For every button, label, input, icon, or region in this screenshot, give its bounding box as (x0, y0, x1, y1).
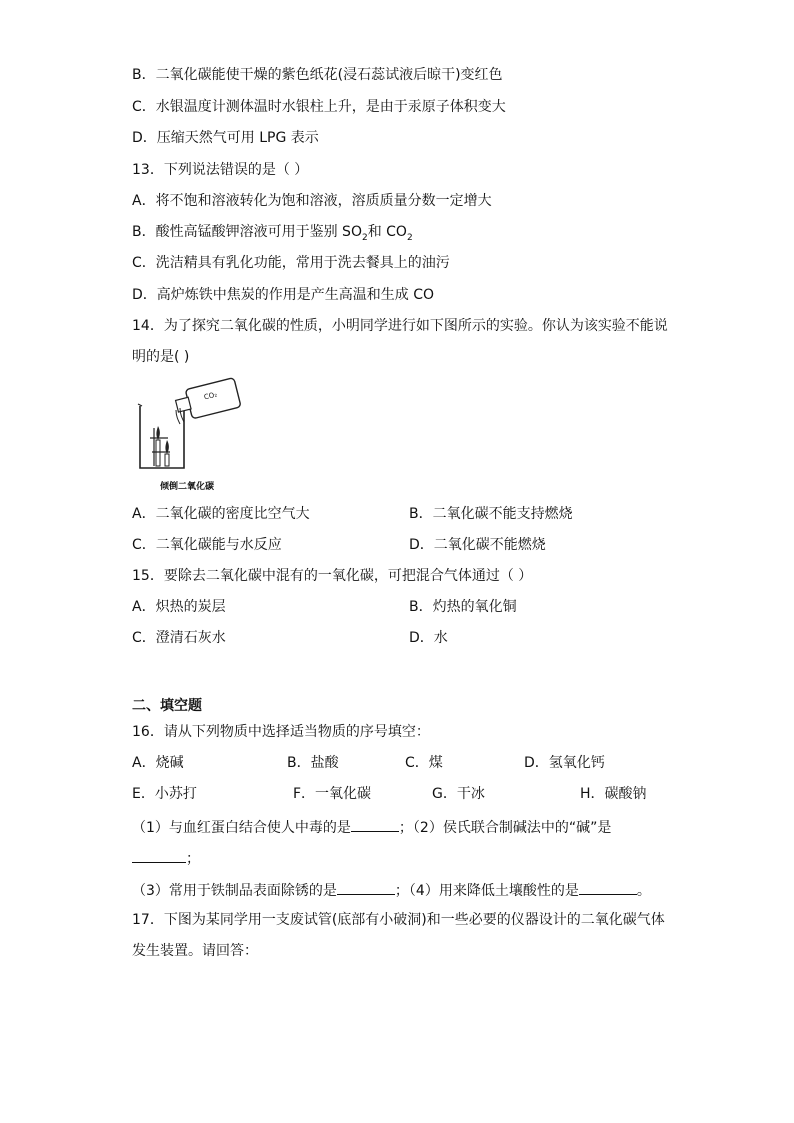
section-title: 二、填空题 (132, 698, 202, 714)
q15-option-b: B．灼热的氧化铜 (409, 599, 517, 615)
q15-option-d: D．水 (409, 630, 448, 646)
q16-part3 (132, 880, 651, 900)
q16-part1-text: （1）与血红蛋白结合使人中毒的是 (132, 820, 351, 836)
q16-part4-end: 。 (636, 883, 651, 899)
answer-blank-4[interactable] (579, 880, 637, 895)
q14-option-c: C．二氧化碳能与水反应 (132, 537, 282, 553)
q17-stem-line2: 发生装置。请回答： (132, 943, 258, 959)
q16-part1 (132, 817, 611, 837)
co2-pouring-illustration (132, 376, 244, 476)
q13-option-b-text: B．酸性高锰酸钾溶液可用于鉴别 SO (132, 224, 362, 240)
q13-option-c: C．洗洁精具有乳化功能，常用于洗去餐具上的油污 (132, 255, 450, 271)
bottle-label: CO₂ (203, 390, 218, 402)
q14-option-a: A．二氧化碳的密度比空气大 (132, 506, 310, 522)
q16-choice-a: A．烧碱 (132, 755, 184, 771)
q13-option-b (132, 223, 413, 241)
q14-stem-line1: 14．为了探究二氧化碳的性质，小明同学进行如下图所示的实验。你认为该实验不能说 (132, 318, 668, 334)
q13-option-a: A．将不饱和溶液转化为饱和溶液，溶质质量分数一定增大 (132, 193, 492, 209)
figure-caption: 倾倒二氧化碳 (160, 482, 215, 492)
subscript: 2 (406, 232, 413, 243)
q14-option-b: B．二氧化碳不能支持燃烧 (409, 506, 573, 522)
q16-choice-g: G．干冰 (432, 786, 485, 802)
q16-part2-answer (132, 848, 200, 868)
q15-stem: 15．要除去二氧化碳中混有的一氧化碳，可把混合气体通过（ ） (132, 568, 533, 584)
q14-option-d: D．二氧化碳不能燃烧 (409, 537, 546, 553)
subscript: 2 (361, 232, 368, 243)
q13-stem: 13．下列说法错误的是（ ） (132, 162, 309, 178)
q16-stem: 16．请从下列物质中选择适当物质的序号填空： (132, 724, 430, 740)
q13-option-d: D．高炉炼铁中焦炭的作用是产生高温和生成 CO (132, 287, 435, 303)
q12-option-b: B．二氧化碳能使干燥的紫色纸花(浸石蕊试液后晾干)变红色 (132, 67, 503, 83)
q16-choice-c: C．煤 (405, 755, 443, 771)
q12-option-d: D．压缩天然气可用 LPG 表示 (132, 130, 319, 146)
q15-option-c: C．澄清石灰水 (132, 630, 226, 646)
q16-choice-f: F．一氧化碳 (293, 786, 372, 802)
q14-stem-line2: 明的是( ) (132, 349, 190, 365)
q12-option-c: C．水银温度计测体温时水银柱上升，是由于汞原子体积变大 (132, 99, 506, 115)
q16-part4-text: ；（4）用来降低土壤酸性的是 (394, 883, 579, 899)
q16-part3-text: （3）常用于铁制品表面除锈的是 (132, 883, 337, 899)
q16-part2-text: ；（2）侯氏联合制碱法中的“碱”是 (398, 820, 612, 836)
q16-part2-end: ； (186, 851, 200, 867)
q16-choice-h: H．碳酸钠 (580, 786, 647, 802)
answer-blank-2[interactable] (132, 848, 186, 863)
q16-choice-d: D．氢氧化钙 (524, 755, 605, 771)
co2-pouring-figure (132, 376, 244, 494)
q13-option-b-text2: 和 CO (367, 224, 407, 240)
answer-blank-1[interactable] (351, 817, 399, 832)
q16-choice-e: E．小苏打 (132, 786, 197, 802)
q17-stem-line1: 17．下图为某同学用一支废试管(底部有小破洞)和一些必要的仪器设计的二氧化碳气体 (132, 912, 665, 928)
answer-blank-3[interactable] (337, 880, 395, 895)
q15-option-a: A．炽热的炭层 (132, 599, 226, 615)
q16-choice-b: B．盐酸 (287, 755, 339, 771)
